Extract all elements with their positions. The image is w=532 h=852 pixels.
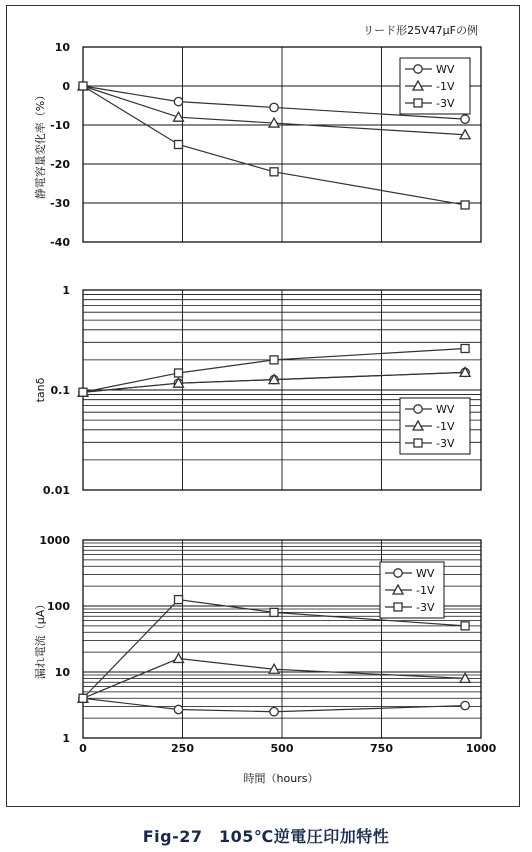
legend-label: -1V [436, 80, 455, 93]
data-point-WV [461, 115, 469, 123]
legend-marker-WV [414, 65, 422, 73]
legend-label: -3V [436, 437, 455, 450]
y-tick-label: 100 [47, 600, 70, 613]
y-tick-label: 1 [62, 732, 70, 745]
data-point--3V [270, 168, 278, 176]
y-tick-label: -20 [50, 158, 70, 171]
data-point-WV [174, 97, 182, 105]
y-axis-label: 静電容量変化率（%） [34, 89, 47, 200]
data-point--1V [174, 654, 184, 663]
x-axis-label: 時間（hours） [243, 772, 319, 785]
y-tick-label: -30 [50, 197, 70, 210]
legend-marker--3V [414, 99, 422, 107]
y-tick-label: 0.01 [42, 484, 70, 497]
y-tick-label: 10 [54, 666, 70, 679]
data-point--3V [79, 694, 87, 702]
x-tick-label: 1000 [465, 742, 497, 755]
chart-panel-2 [34, 284, 481, 497]
legend-label: -1V [416, 584, 435, 597]
data-point--3V [175, 596, 183, 604]
y-tick-label: -10 [50, 119, 70, 132]
y-axis-label: tanδ [34, 377, 47, 403]
data-point--1V [174, 112, 184, 121]
series-line--3V [83, 349, 465, 393]
figure-caption: Fig-27 105℃逆電圧印加特性 [142, 827, 390, 846]
note-label: リード形25V47μFの例 [363, 24, 478, 37]
legend-label: -3V [416, 601, 435, 614]
x-tick-label: 250 [171, 742, 194, 755]
y-tick-label: 1 [62, 284, 70, 297]
y-tick-label: 0 [62, 80, 70, 93]
legend-marker-WV [414, 405, 422, 413]
y-tick-label: 10 [54, 41, 70, 54]
x-tick-label: 750 [370, 742, 393, 755]
legend-marker--3V [394, 603, 402, 611]
data-point--3V [79, 82, 87, 90]
chart-panel-3 [33, 534, 497, 755]
data-point--3V [461, 201, 469, 209]
y-tick-label: -40 [50, 236, 70, 249]
legend-label: WV [436, 63, 455, 76]
legend-label: -3V [436, 97, 455, 110]
y-tick-label: 0.1 [50, 384, 70, 397]
legend-marker-WV [394, 569, 402, 577]
data-point--3V [175, 141, 183, 149]
data-point--3V [270, 356, 278, 364]
data-point-WV [270, 103, 278, 111]
legend-label: WV [436, 403, 455, 416]
legend-label: WV [416, 567, 435, 580]
data-point-WV [461, 701, 469, 709]
y-axis-label: 漏れ電流（μA） [34, 598, 47, 680]
data-point--3V [175, 369, 183, 377]
data-point--3V [79, 388, 87, 396]
data-point--3V [461, 345, 469, 353]
data-point-WV [174, 705, 182, 713]
chart-panel-1 [33, 41, 481, 249]
legend-label: -1V [436, 420, 455, 433]
legend-marker--3V [414, 439, 422, 447]
data-point--3V [461, 622, 469, 630]
x-tick-label: 500 [270, 742, 294, 755]
data-point-WV [270, 708, 278, 716]
y-tick-label: 1000 [39, 534, 70, 547]
x-tick-label: 0 [79, 742, 87, 755]
data-point--3V [270, 608, 278, 616]
